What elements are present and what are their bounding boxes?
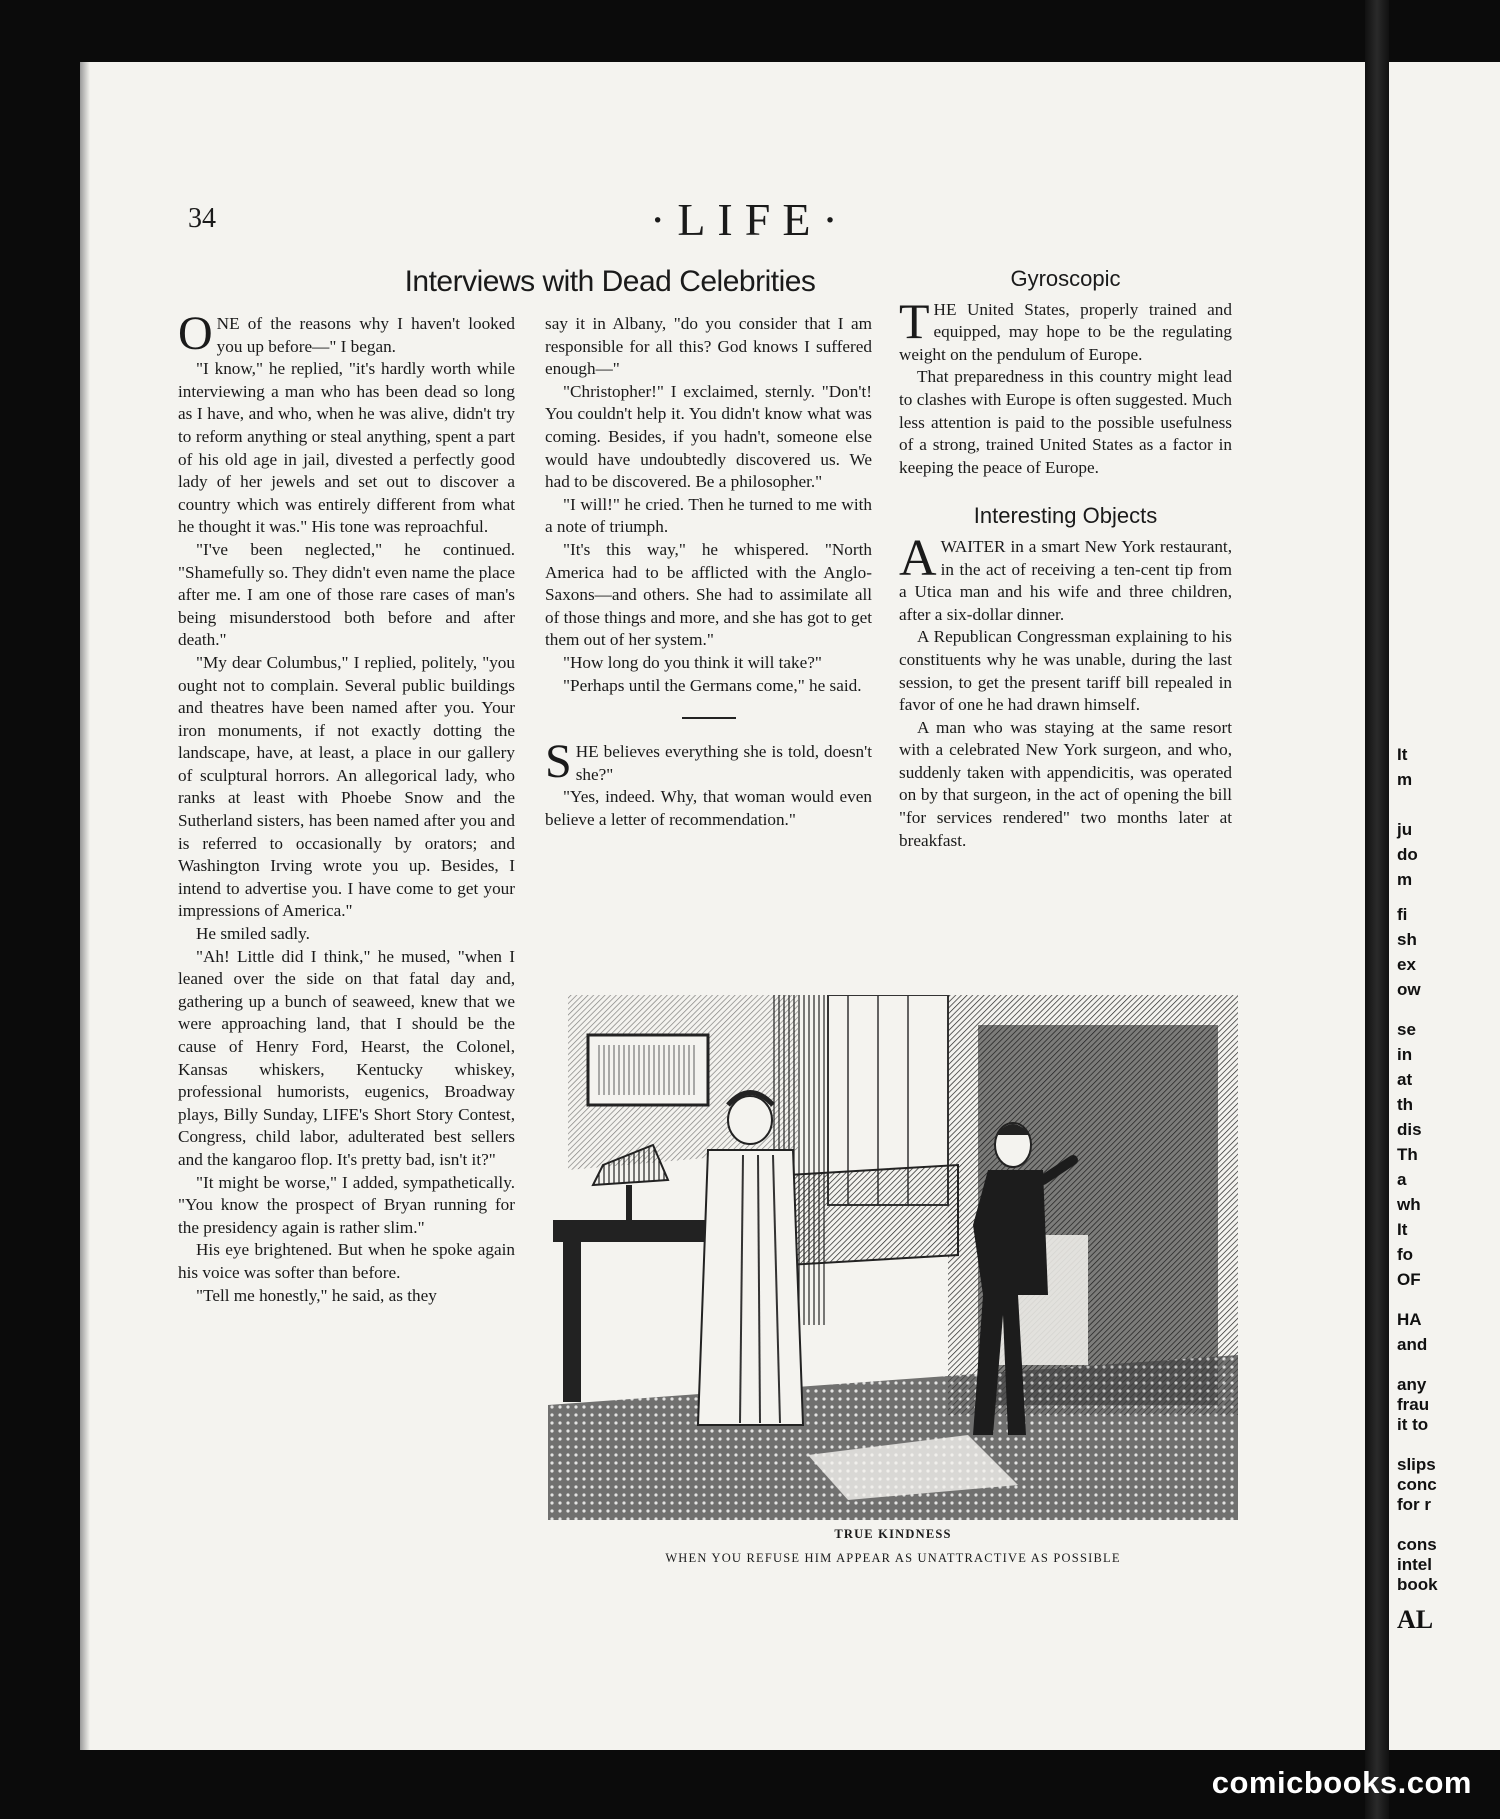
sofa <box>788 1165 958 1265</box>
next-page-text-fragment: frau <box>1397 1395 1430 1414</box>
gyroscopic-paragraph: THE United States, properly trained and equipped, may hope to be the regulating weight on the pendulum of Europe. <box>899 292 1232 364</box>
next-page-text-fragment: m <box>1397 770 1413 789</box>
next-page-text-fragment: ex <box>1397 955 1416 974</box>
joke-paragraph: "Yes, indeed. Why, that woman would even believe a letter of recommendation." <box>545 787 872 829</box>
next-page-text-fragment: OF <box>1397 1270 1421 1289</box>
article-paragraph: ONE of the reasons why I haven't looked you up before—" I began. <box>178 307 515 360</box>
next-page-text-fragment: it to <box>1397 1415 1429 1434</box>
room-scene-drawing <box>548 995 1238 1520</box>
article-column-1 <box>178 307 515 1307</box>
next-page-text-fragment: Th <box>1397 1145 1418 1164</box>
next-page-text-fragment: HA <box>1397 1310 1422 1329</box>
next-page-text-fragment: It <box>1397 1220 1408 1239</box>
next-page-text-fragment: m <box>1397 870 1413 889</box>
next-page-text-fragment: slips <box>1397 1455 1436 1474</box>
article-paragraph: "I know," he replied, "it's hardly worth while interviewing a man who has been dead so long as I have, and who, when he was alive, didn't try to reform anything or steal anything, spent a part of his old age in jail, divested a perfectly good lady of her jewels and set out to discover a country which was entirely different from what he thought it was." His tone was reproachful. <box>178 359 515 537</box>
section-title-gyroscopic: Gyroscopic <box>1010 266 1121 291</box>
woman-robe <box>698 1150 803 1425</box>
next-page-text-fragment: cons <box>1397 1535 1437 1554</box>
next-page-text-fragment: for r <box>1397 1495 1431 1514</box>
article-paragraph: "I've been neglected," he continued. "Shamefully so. They didn't even name the place after me. I am one of those rare cases of man's being misunderstood both before and after death." <box>178 539 515 650</box>
woman-head <box>728 1096 772 1144</box>
next-page-text-fragment: ju <box>1397 820 1413 839</box>
next-page-text-fragment: a <box>1397 1170 1407 1189</box>
next-page-text-fragment: book <box>1397 1575 1438 1594</box>
article-paragraph: "How long do you think it will take?" <box>563 652 822 672</box>
next-page-text-fragment: AL <box>1397 1605 1434 1634</box>
section-divider <box>682 717 736 719</box>
joke-paragraph: SHE believes everything she is told, doesn't she?" <box>545 735 872 789</box>
article-column-2 <box>545 313 872 831</box>
watermark: comicbooks.com <box>1211 1765 1472 1800</box>
next-page-text-fragment: dis <box>1397 1120 1422 1139</box>
drop-cap: S <box>545 735 572 789</box>
article-paragraph: "Ah! Little did I think," he mused, "when I leaned over the side on that fatal day and, gathering up a bunch of seaweed, knew that we were approaching land, that I should be the cause of Henry Ford, Hearst, the Colonel, Kansas whiskers, Kentucky whiskey, professional humorists, eugenics, Broadway plays, Billy Sunday, LIFE's Short Story Contest, Congress, child labor, adulterated best sellers and the kangaroo flop. It's pretty bad, isn't it?" <box>178 946 515 1169</box>
next-page-text-fragment: sh <box>1397 930 1417 949</box>
next-page-text-fragment: th <box>1397 1095 1414 1114</box>
next-page-text-fragment: fo <box>1397 1245 1414 1264</box>
masthead-life: ·LIFE· <box>650 194 850 245</box>
drop-cap: T <box>899 292 930 349</box>
next-page-text-fragment: intel <box>1397 1555 1432 1574</box>
page-number: 34 <box>188 203 216 234</box>
article-paragraph: "My dear Columbus," I replied, politely, "you ought not to complain. Several public buildings and theatres have been named after you. Your iron monuments, if not exactly dotting the landscape, have, at least, a place in our gallery of sculptural horrors. An allegorical lady, who ranks at least with Phoebe Snow and the Sutherland sisters, has been named after you and is referred to occasionally by orators; and Washington Irving wrote you up. Besides, I intend to advertise you. I have come to get your impressions of America." <box>178 652 515 921</box>
next-page-edge <box>1389 62 1500 1750</box>
caption-subtitle: WHEN YOU REFUSE HIM APPEAR AS UNATTRACTIVE AS POSSIBLE <box>665 1551 1121 1565</box>
article-title-interviews: Interviews with Dead Celebrities <box>404 265 816 298</box>
drop-cap: O <box>178 307 213 360</box>
next-page-text-fragment: at <box>1397 1070 1413 1089</box>
next-page-text-fragment: wh <box>1397 1195 1421 1214</box>
article-paragraph: "Christopher!" I exclaimed, sternly. "Don't! You couldn't help it. You didn't know what was coming. Besides, if you hadn't, someone else would have undoubtedly discovered us. We had to be discovered. Be a philosopher." <box>545 381 872 492</box>
caption-title: TRUE KINDNESS <box>834 1527 952 1541</box>
next-page-text-fragment: do <box>1397 845 1418 864</box>
page-gutter <box>1365 0 1389 1819</box>
next-page-text-fragment: se <box>1397 1020 1416 1039</box>
article-paragraph: "I will!" he cried. Then he turned to me with a note of triumph. <box>545 494 872 537</box>
next-page-text-fragment: in <box>1397 1045 1413 1064</box>
article-paragraph: "Perhaps until the Germans come," he said. <box>563 675 862 695</box>
next-page-text-fragment: any <box>1397 1375 1427 1394</box>
article-paragraph: "It's this way," he whispered. "North America had to be afflicted with the Anglo-Saxons—and others. She had to assimilate all of those things and more, and she has got to get them out of her system." <box>545 539 872 650</box>
section-title-interesting-objects: Interesting Objects <box>973 503 1158 529</box>
interesting-objects-paragraph: AWAITER in a smart New York restaurant, in the act of receiving a ten-cent tip from a Utica man and his wife and three children, after a six-dollar dinner. <box>899 529 1232 624</box>
page-edge-shadow <box>80 62 90 1750</box>
next-page-text-fragment: ow <box>1397 980 1421 999</box>
gyroscopic-paragraph: That preparedness in this country might lead to clashes with Europe is often suggested. Much less attention is paid to the possible usefulness of a strong, trained United States as a factor in keeping the peace of Europe. <box>899 367 1232 477</box>
article-paragraph: "Tell me honestly," he said, as they <box>196 1285 437 1305</box>
article-paragraph: "It might be worse," I added, sympathetically. "You know the prospect of Bryan running for the presidency again is rather slim." <box>178 1172 515 1237</box>
interesting-objects-paragraph: A man who was staying at the same resort with a celebrated New York surgeon, and who, suddenly taken with appendicitis, was operated on by that surgeon, in the act of opening the bill "for services rendered" two months later at breakfast. <box>899 717 1232 850</box>
drop-cap: A <box>899 529 937 587</box>
article-paragraph: say it in Albany, "do you consider that I am responsible for all this? God knows I suffered enough—" <box>545 314 872 379</box>
next-page-text-fragment: fi <box>1397 905 1408 924</box>
next-page-text-fragment: conc <box>1397 1475 1437 1494</box>
true-kindness-illustration <box>548 995 1238 1520</box>
article-paragraph: His eye brightened. But when he spoke again his voice was softer than before. <box>178 1240 515 1282</box>
article-paragraph: He smiled sadly. <box>196 924 310 944</box>
next-page-text-fragment: It <box>1397 745 1408 764</box>
next-page-text-fragment: and <box>1397 1335 1428 1354</box>
interesting-objects-paragraph: A Republican Congressman explaining to his constituents why he was unable, during the last session, to get the present tariff bill repealed in favor of one he had drawn himself. <box>899 627 1232 715</box>
article-column-3 <box>899 266 1232 852</box>
